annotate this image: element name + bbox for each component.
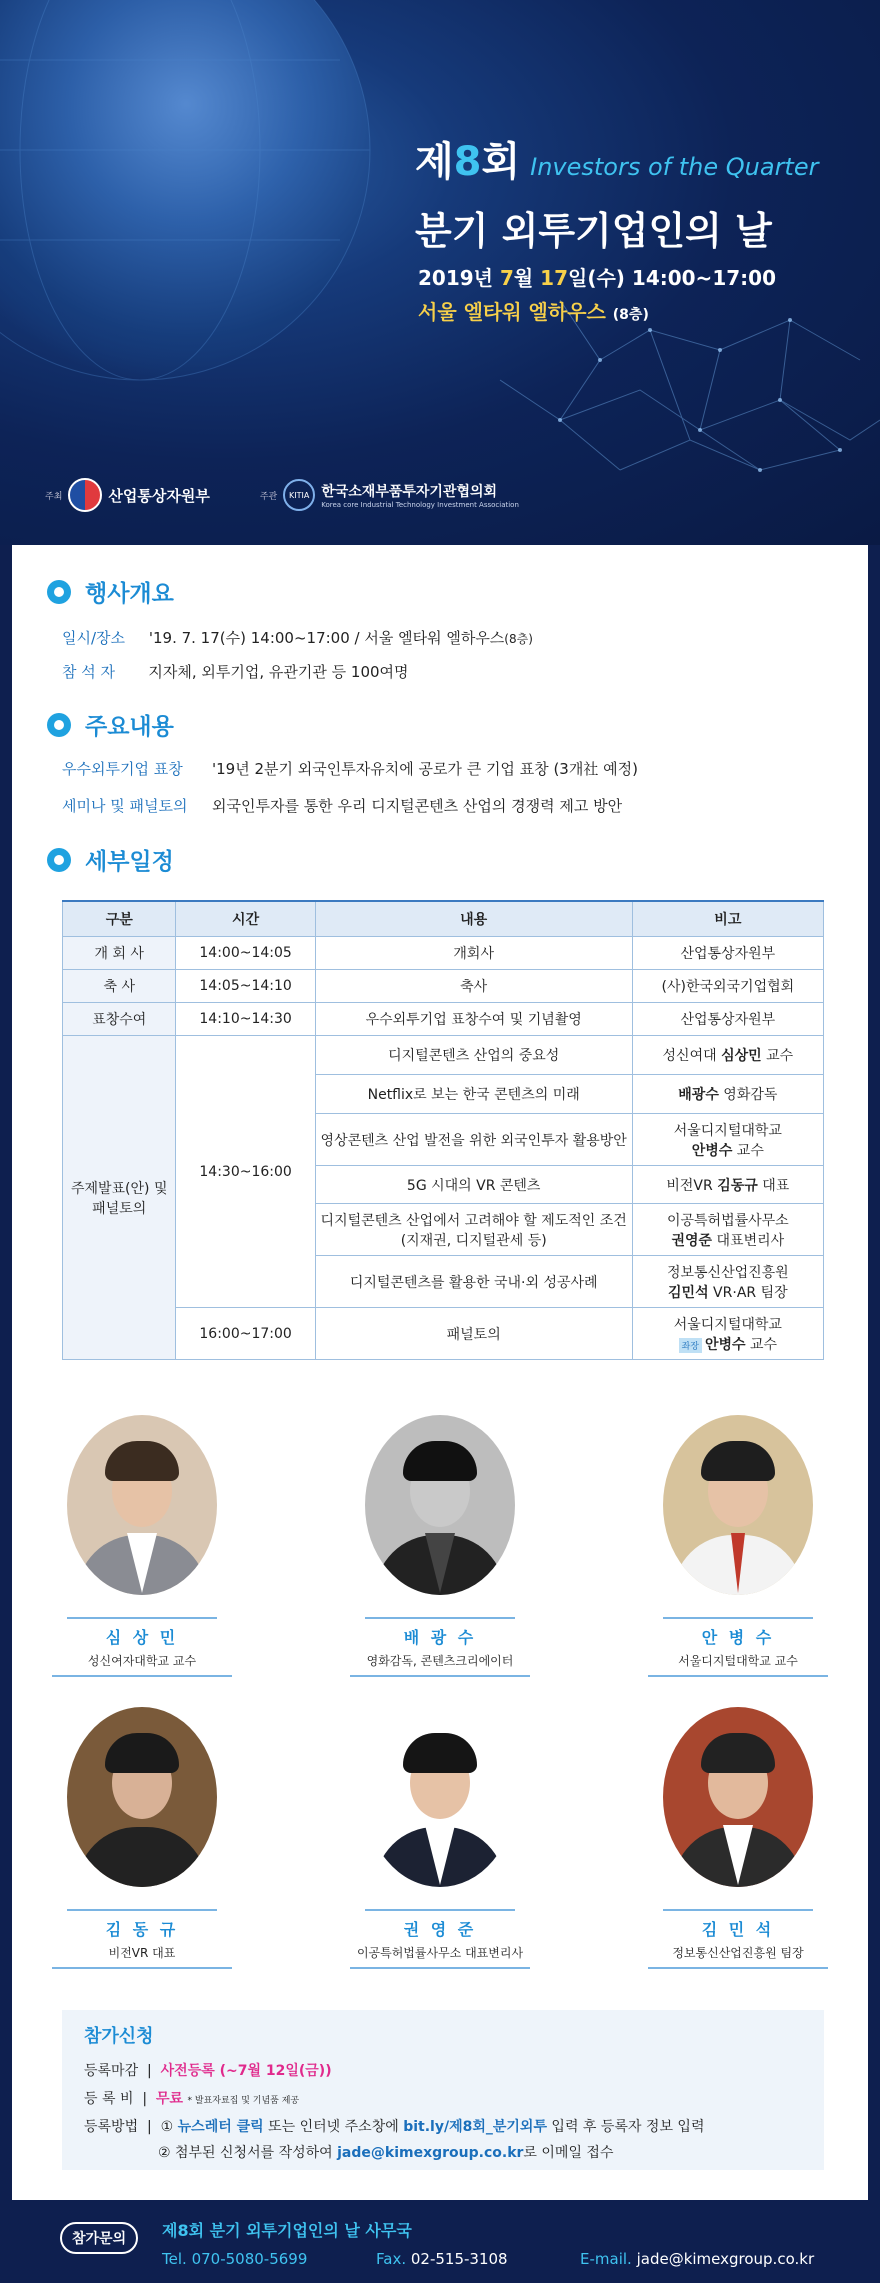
- section-heading-overview: 행사개요: [47, 575, 174, 608]
- speaker-photo: [365, 1707, 515, 1887]
- registration-email-link[interactable]: jade@kimexgroup.co.kr: [337, 2145, 524, 2161]
- event-subtitle-en: Investors of the Quarter: [530, 153, 819, 181]
- speaker-card: 심 상 민 성신여자대학교 교수: [32, 1415, 252, 1677]
- registration-fee-row: 등 록 비 | 무료 * 발표자료집 및 기념품 제공: [84, 2091, 300, 2107]
- main-content-award-row: 우수외투기업 표창 '19년 2분기 외국인투자유치에 공로가 큰 기업 표창 (3개社 예정): [62, 760, 638, 778]
- event-title: 분기 외투기업인의 날: [415, 209, 772, 253]
- event-date: 2019년 7월 17일(수) 14:00~17:00: [418, 266, 776, 290]
- table-row: 디지털콘텐츠 산업에서 고려해야 할 제도적인 조건 (지재권, 디지털관세 등) 이공특허법률사무소 권영준 대표변리사: [63, 1204, 824, 1256]
- speaker-card: 배 광 수 영화감독, 콘텐츠크리에이터: [330, 1415, 550, 1677]
- government-emblem-icon: [68, 478, 102, 512]
- contact-tel: Tel. 070-5080-5699: [162, 2250, 308, 2268]
- contact-email[interactable]: E-mail. jade@kimexgroup.co.kr: [580, 2250, 815, 2268]
- organizer-name: 한국소재부품투자기관협의회 Korea core Industrial Technology Investment Association: [321, 484, 519, 509]
- registration-url-link[interactable]: bit.ly/제8회_분기외투: [403, 2119, 547, 2135]
- contact-badge: 참가문의: [60, 2222, 138, 2254]
- main-content-seminar-row: 세미나 및 패널토의 외국인투자를 통한 우리 디지털콘텐츠 산업의 경쟁력 제고 방안: [62, 797, 623, 815]
- hero-banner: [0, 0, 880, 545]
- table-row: 16:00~17:00 패널토의 서울디지털대학교 좌장 안병수 교수: [63, 1308, 824, 1360]
- chair-badge: 좌장: [679, 1338, 702, 1353]
- speaker-photo: [67, 1415, 217, 1595]
- table-row: 5G 시대의 VR 콘텐츠 비전VR 김동규 대표: [63, 1166, 824, 1204]
- section-heading-schedule: 세부일정: [47, 843, 174, 876]
- speaker-card: 안 병 수 서울디지털대학교 교수: [628, 1415, 848, 1677]
- contact-title: 제8회 분기 외투기업인의 날 사무국: [162, 2221, 412, 2240]
- registration-deadline-row: 등록마감 | 사전등록 (~7월 12일(금)): [84, 2063, 332, 2079]
- table-row: 축 사 14:05~14:10 축사 (사)한국외국기업협회: [63, 970, 824, 1003]
- schedule-table: [62, 900, 824, 1360]
- speaker-photo: [663, 1415, 813, 1595]
- registration-method-row: 등록방법 | ① 뉴스레터 클릭 또는 인터넷 주소창에 bit.ly/제8회_분기외투 입력 후 등록자 정보 입력: [84, 2119, 705, 2135]
- host-name: 산업통상자원부: [108, 486, 210, 505]
- speaker-card: 권 영 준 이공특허법률사무소 대표변리사: [330, 1707, 550, 1969]
- bullet-icon: [47, 848, 71, 872]
- table-row: 개 회 사 14:00~14:05 개회사 산업통상자원부: [63, 937, 824, 970]
- table-row: 표창수여 14:10~14:30 우수외투기업 표창수여 및 기념촬영 산업통상자원부: [63, 1003, 824, 1036]
- speaker-photo: [67, 1707, 217, 1887]
- table-header-row: 구분 시간 내용 비고: [63, 901, 824, 937]
- speaker-card: 김 동 규 비전VR 대표: [32, 1707, 252, 1969]
- content-panel: [12, 545, 868, 2200]
- event-round: 제8회 Investors of the Quarter: [415, 139, 819, 185]
- contact-fax: Fax. 02-515-3108: [376, 2250, 508, 2268]
- section-heading-main-content: 주요내용: [47, 708, 174, 741]
- event-place: 서울 엘타워 엘하우스 (8층): [418, 300, 649, 324]
- registration-heading: 참가신청: [84, 2026, 154, 2047]
- table-row: 디지털콘텐츠를 활용한 국내·외 성공사례 정보통신산업진흥원 김민석 VR·AR 팀장: [63, 1256, 824, 1308]
- bullet-icon: [47, 713, 71, 737]
- bullet-icon: [47, 580, 71, 604]
- organizer-logos: 주최 산업통상자원부 주관 KITIA 한국소재부품투자기관협의회 Korea core Industrial Technology Investment Association: [45, 478, 519, 512]
- speaker-photo: [365, 1415, 515, 1595]
- table-row: Netflix로 보는 한국 콘텐츠의 미래 배광수 영화감독: [63, 1075, 824, 1114]
- contact-footer: [0, 2200, 880, 2283]
- registration-box: [62, 2010, 824, 2170]
- overview-attendees-row: 참 석 자 지자체, 외투기업, 유관기관 등 100여명: [62, 663, 409, 681]
- table-row: 주제발표(안) 및 패널토의 14:30~16:00 디지털콘텐츠 산업의 중요성 성신여대 심상민 교수: [63, 1036, 824, 1075]
- newsletter-link[interactable]: 뉴스레터 클릭: [177, 2119, 264, 2135]
- speaker-card: 김 민 석 정보통신산업진흥원 팀장: [628, 1707, 848, 1969]
- overview-datetime-row: 일시/장소 '19. 7. 17(수) 14:00~17:00 / 서울 엘타워 엘하우스(8층): [62, 629, 533, 647]
- table-row: 영상콘텐츠 산업 발전을 위한 외국인투자 활용방안 서울디지털대학교 안병수 교수: [63, 1114, 824, 1166]
- speaker-photo: [663, 1707, 813, 1887]
- registration-method2-row: ② 첨부된 신청서를 작성하여 jade@kimexgroup.co.kr로 이메일 접수: [158, 2145, 614, 2161]
- kitia-logo-icon: KITIA: [283, 479, 315, 511]
